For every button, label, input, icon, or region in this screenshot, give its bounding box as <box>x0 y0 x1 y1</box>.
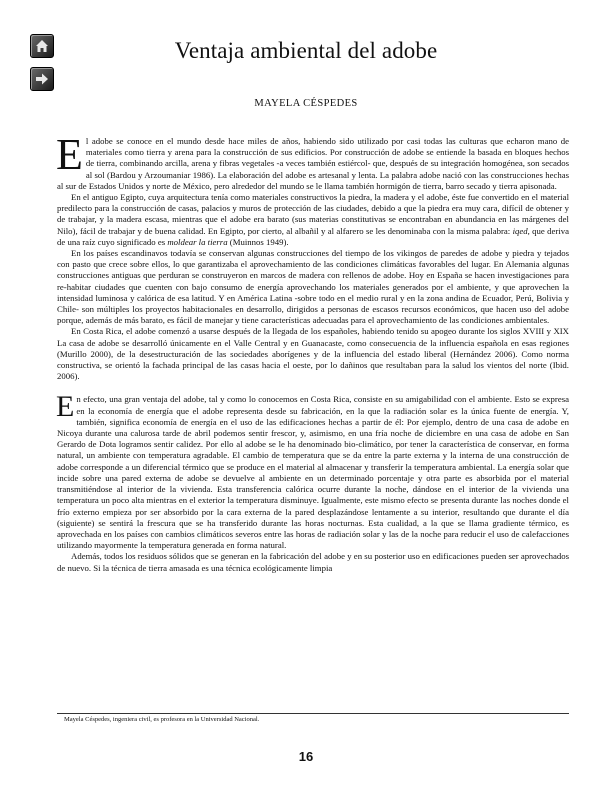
paragraph: En los países escandinavos todavía se conservan algunas construcciones del tiempo de los vikingos de paredes de adobe y piedra y tejados con pasto que crece sobre ellos, lo que garantizaba el aprovechamiento de las condiciones climáticas favorables del lugar. En Alemania algunas construcciones antiguas que perduran se construyeron en marcos de madera con rellenos de adobe. Hoy en España se hacen investigaciones para re-habitar ciudades que cuenten con bajo consumo de energía aprovechando los materiales generados por el ambiente, y que aprovechen la intensidad luminosa y calórica de esa latitud. Y en América Latina -sobre todo en el medio rural y en la zona andina de Ecuador, Perú, Bolivia y Chile- son múltiples los proyectos habitacionales en desarrollo, dirigidos a personas de escasos recursos económicos, que hacen uso del adobe porque, además de más barato, es fácil de manejar y tiene características adecuadas para el aprovechamiento de las condiciones ambientales. <box>57 248 569 326</box>
page-number: 16 <box>298 749 314 764</box>
drop-cap: E <box>56 130 83 179</box>
paragraph: En efecto, una gran ventaja del adobe, tal y como lo conocemos en Costa Rica, consiste en su amigabilidad con el ambiente. Esto se expresa en la economía de energía que el adobe representa desde su fabricación, en la que la radiación solar es la única fuente de energía. Y, también, significa economía de energía en el uso de las edificaciones hechas a partir de él: Por ejemplo, dentro de una casa de adobe en Nicoya durante una calurosa tarde de abril podemos sentir frescor, y, asimismo, en una fría noche de diciembre en una casa de adobe en San Gerardo de Dota logramos sentir calidez. Por ello al adobe se le ha denominado bio-climático, por tener la característica de conservar, en forma natural, un ambiente con temperatura agradable. El cambio de temperatura que se da entre la parte externa y la interna de una construcción de adobe corresponde a un diferencial térmico que se produce en el material al almacenar y transferir la temperatura ambiental. La energía solar que incide sobre una pared externa de adobe se devuelve al ambiente en un determinado porcentaje y otra parte es absorbida por el material transmitiéndose al interior de la vivienda. Esta transferencia calórica ocurre durante la noche, dándose en el interior de la vivienda una temperatura un poco alta mientras en el exterior la temperatura disminuye. Igualmente, este mismo efecto se presenta durante las noches donde el frío externo empieza por ser absorbido por la cara externa de la pared desplazándose lentamente a su interior, resultando que durante el día (siguiente) se sentirá la frescura que se ha transferido durante las horas nocturnas. Esta cualidad, a la que se llama gradiente térmico, es aprovechada en los países con cambios climáticos severos entre las horas de radiación solar y las de la noche para reducir el uso de calefacciones utilizando mayormente la temperatura generada en forma natural. <box>56 390 569 551</box>
article-body <box>56 130 570 574</box>
footnote-divider <box>57 713 569 714</box>
paragraph: En el antiguo Egipto, cuya arquitectura tenía como materiales constructivos la piedra, la madera y el adobe, éste fue convertido en el material predilecto para la construcción de casas, palacios y muros de protección de las ciudades, debido a que la piedra era muy cara, difícil de obtener y de trabajar, y la madera escasa, mientras que el adobe era barato (sus materias constitutivas se encontraban en abundancia en las márgenes del Nilo), fácil de trabajar y de buena calidad. En Egipto, por cierto, al albañil y al alfarero se les denominaba con la misma palabra: iqed, que deriva de una raíz cuyo significado es moldear la tierra (Muinnos 1949). <box>57 192 570 247</box>
paragraph: En Costa Rica, el adobe comenzó a usarse después de la llegada de los españoles, habiendo tenido su apogeo durante los siglos XVIII y XIX La casa de adobe se desarrolló únicamente en el Valle Central y en Guanacaste, como consecuencia de la influencia española en esas regiones (Murillo 2000), de la desestructuración de las sociedades aborígenes y de la influencia del estado liberal (Hernández 2006). Como norma constructiva, se orientó la fachada principal de las casas hacia el oeste, por lo dañinos que resultaban para la salud los vientos del norte (Ibid. 2006). <box>57 326 569 382</box>
next-page-button[interactable] <box>30 67 54 91</box>
author-name: MAYELA CÉSPEDES <box>254 98 358 109</box>
page-title: Ventaja ambiental del adobe <box>174 38 438 63</box>
drop-cap: E <box>56 390 75 424</box>
footnote: Mayela Céspedes, ingeniera civil, es profesora en la Universidad Nacional. <box>64 716 260 723</box>
paragraph: Además, todos los residuos sólidos que se generan en la fabricación del adobe y en su posterior uso en edificaciones pueden ser aprovechados de nuevo. Si la técnica de tierra amasada es una técnica ecológicamente limpia <box>57 551 569 573</box>
paragraph: El adobe se conoce en el mundo desde hace miles de años, habiendo sido utilizado por casi todas las culturas que echaron mano de materiales como tierra y arena para la construcción de sus edificios. Por construcción de adobe se entiende la basada en bloques hechos de tierra, combinando arcilla, arena y fibras vegetales -a veces también estiércol- que, después de su integración homogénea, son secados al sol (Bardou y Arzoumaniar 1986). La elaboración del adobe es artesanal y lenta. La palabra adobe nació con las construcciones hechas al sur de Estados Unidos y norte de México, pero alrededor del mundo se le llama también hormigón de tierra, barro secado y tierra apisonada. <box>56 130 569 191</box>
arrow-right-icon <box>34 71 50 87</box>
